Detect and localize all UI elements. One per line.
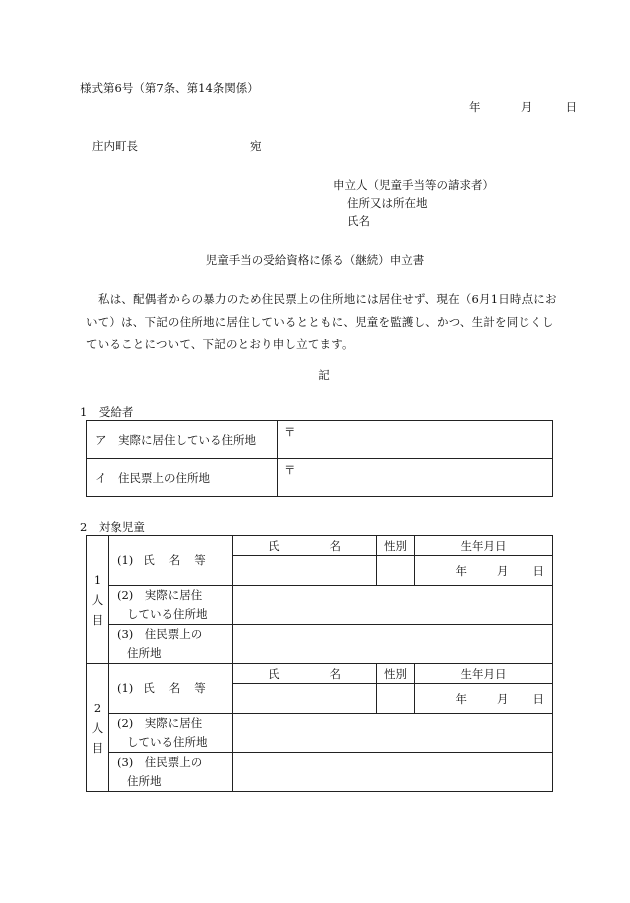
postal-mark: 〒 — [278, 421, 553, 459]
ki-heading: 記 — [318, 368, 330, 382]
applicant-name-label: 氏名 — [347, 214, 370, 228]
recipient-table — [86, 420, 553, 497]
postal-mark: 〒 — [278, 459, 553, 497]
date-month: 月 — [520, 100, 533, 114]
name-label: (1) 氏 名 等 — [109, 664, 233, 714]
applicant-block — [333, 176, 494, 230]
child-number: 2 人 目 — [87, 664, 109, 792]
registered-address-label: (3) 住民票上の 住所地 — [109, 625, 233, 664]
form-number: 様式第6号（第7条、第14条関係） — [80, 81, 259, 95]
actual-address-label: (2) 実際に居住 している住所地 — [109, 586, 233, 625]
gender-cell — [377, 556, 415, 586]
addressee-name: 庄内町長 — [92, 139, 138, 153]
registered-address-cell — [233, 753, 553, 792]
table-row — [87, 664, 553, 684]
actual-address-cell — [233, 586, 553, 625]
col-name-header: 氏 名 — [233, 664, 377, 684]
table-row — [87, 421, 553, 459]
birth-cell: 年 月 日 — [415, 556, 553, 586]
col-birth-header: 生年月日 — [415, 536, 553, 556]
document-title: 児童手当の受給資格に係る（継続）申立書 — [205, 253, 425, 267]
row-label: ア 実際に居住している住所地 — [87, 421, 278, 459]
body-text: 私は、配偶者からの暴力のため住民票上の住所地には居住せず、現在（6月1日時点において）は、下記の住所地に居住しているとともに、児童を監護し、かつ、生計を同じくしていることについて、下記のとおり申し立てます。 — [86, 292, 557, 351]
registered-address-cell — [233, 625, 553, 664]
gender-cell — [377, 684, 415, 714]
date-line — [469, 99, 577, 115]
registered-address-label: (3) 住民票上の 住所地 — [109, 753, 233, 792]
date-day: 日 — [565, 100, 578, 114]
applicant-title: 申立人（児童手当等の請求者） — [333, 178, 494, 192]
actual-address-cell — [233, 714, 553, 753]
name-label: (1) 氏 名 等 — [109, 536, 233, 586]
date-year: 年 — [469, 100, 481, 114]
section2-title: 2 対象児童 — [80, 520, 145, 534]
row-label: イ 住民票上の住所地 — [87, 459, 278, 497]
name-cell — [233, 556, 377, 586]
table-row — [87, 536, 553, 556]
birth-cell: 年 月 日 — [415, 684, 553, 714]
table-row — [87, 459, 553, 497]
col-gender-header: 性別 — [377, 664, 415, 684]
col-name-header: 氏 名 — [233, 536, 377, 556]
section1-title: 1 受給者 — [80, 405, 134, 419]
addressee — [92, 138, 272, 154]
applicant-address-label: 住所又は所在地 — [347, 196, 428, 210]
child-number: 1 人 目 — [87, 536, 109, 664]
actual-address-label: (2) 実際に居住 している住所地 — [109, 714, 233, 753]
name-cell — [233, 684, 377, 714]
col-gender-header: 性別 — [377, 536, 415, 556]
col-birth-header: 生年月日 — [415, 664, 553, 684]
addressee-suffix: 宛 — [250, 139, 262, 153]
children-table — [86, 535, 553, 792]
